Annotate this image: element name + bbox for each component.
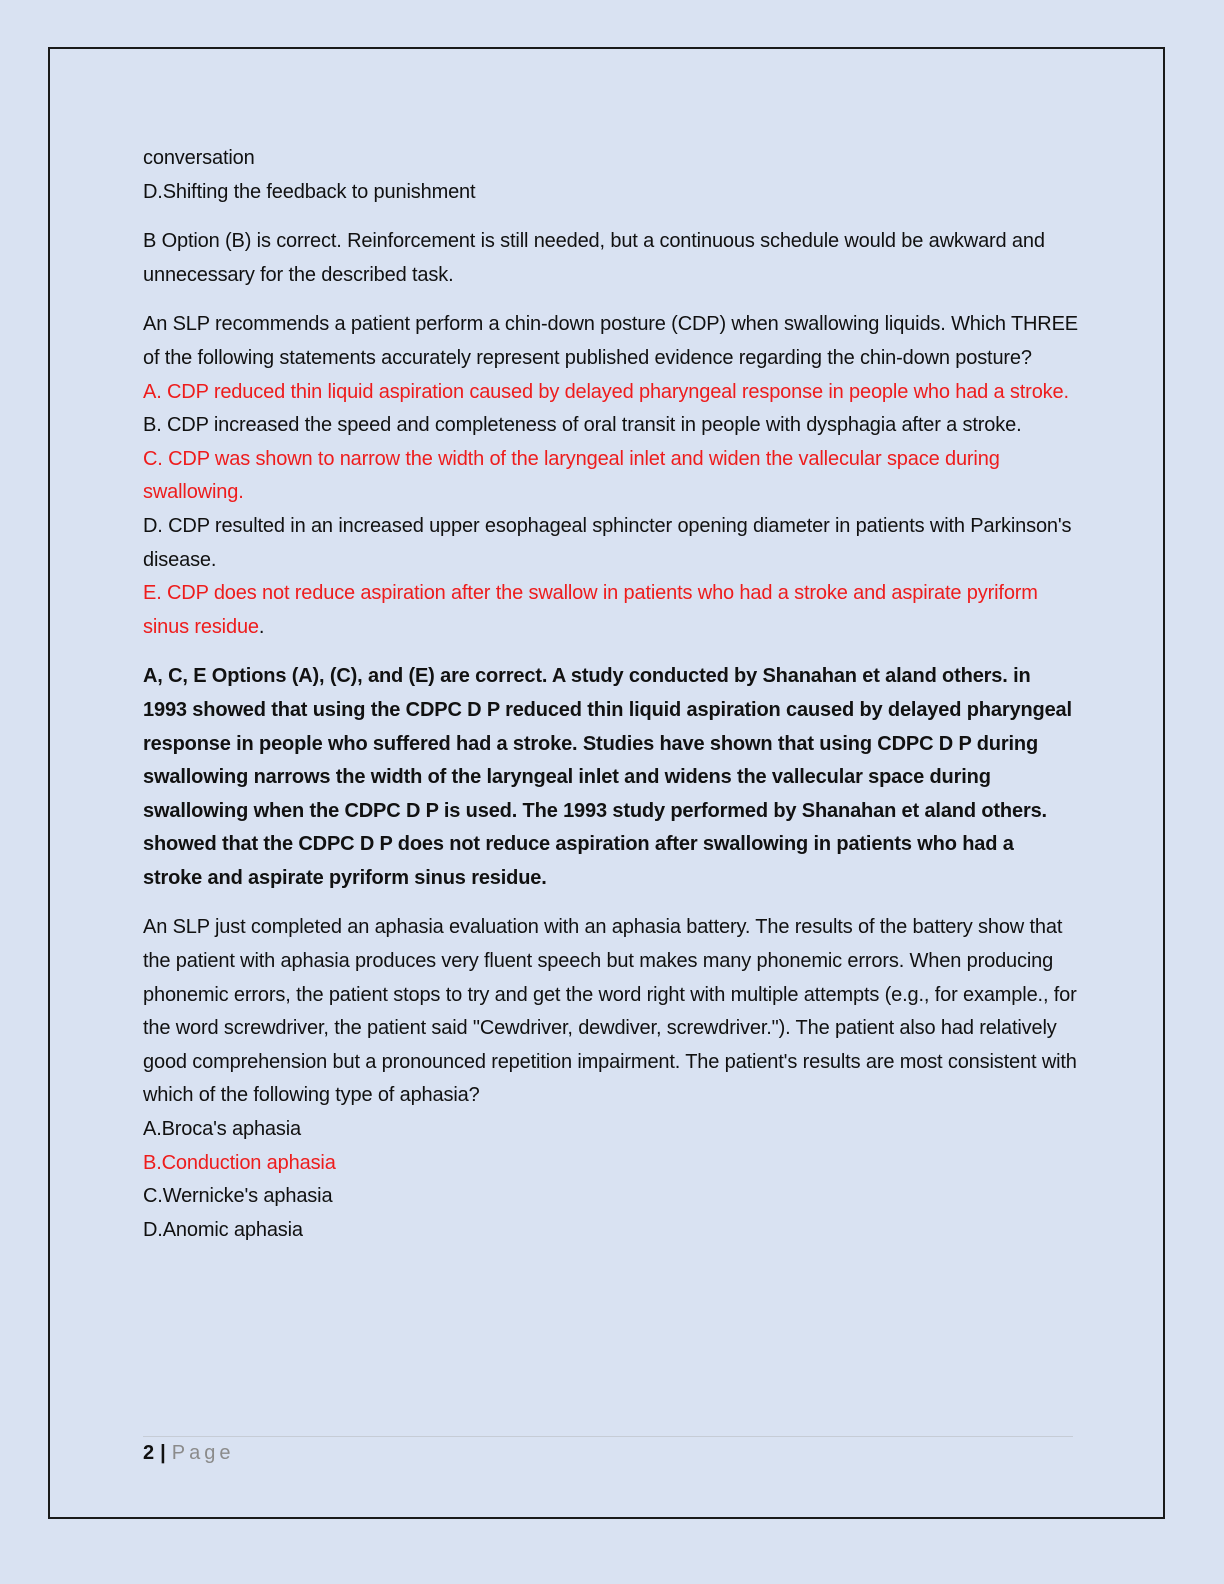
option-d-feedback: D.Shifting the feedback to punishment (143, 180, 476, 203)
q3-option-d: D.Anomic aphasia (143, 1218, 303, 1241)
answer-2: A, C, E Options (A), (C), and (E) are correct. A study conducted by Shanahan et aland others. in 1993 showed that using the CDPC D P reduced thin liquid aspiration caused by delayed pharyngeal response in people who suffered had a stroke. Studies have shown that using CDPC D P during swallowing narrows the width of the laryngeal inlet and widens the vallecular space during swallowing when the CDPC D P is used. The 1993 study performed by Shanahan et aland others. showed that the CDPC D P does not reduce aspiration after swallowing in patients who had a stroke and aspirate pyriform sinus residue. (143, 665, 1072, 889)
paragraph-gap (143, 209, 1078, 225)
q2-option-c-correct: C. CDP was shown to narrow the width of the laryngeal inlet and widen the vallecular space during swallowing. (143, 447, 1000, 504)
paragraph-gap (143, 292, 1078, 308)
q2-option-d: D. CDP resulted in an increased upper esophageal sphincter opening diameter in patients with Parkinson's disease. (143, 514, 1072, 571)
page-footer (143, 1439, 234, 1467)
question-3: An SLP just completed an aphasia evaluation with an aphasia battery. The results of the battery show that the patient with aphasia produces very fluent speech but makes many phonemic errors. When producing phonemic errors, the patient stops to try and get the word right with multiple attempts (e.g., for example., for the word screwdriver, the patient said "Cewdriver, dewdiver, screwdriver."). The patient also had relatively good comprehension but a pronounced repetition impairment. The patient's results are most consistent with which of the following type of aphasia? (143, 916, 1077, 1107)
document-body (143, 142, 1078, 1247)
footer-separator: | (160, 1442, 166, 1464)
q2-option-e-wrapper (143, 577, 1078, 644)
page-label: Page (171, 1442, 235, 1464)
q2-option-e-period: . (258, 615, 265, 638)
q2-option-a-correct: A. CDP reduced thin liquid aspiration caused by delayed pharyngeal response in people who had a stroke. (143, 380, 1069, 403)
q2-option-b: B. CDP increased the speed and completeness of oral transit in people with dysphagia after a stroke. (143, 414, 1022, 437)
paragraph-gap (143, 644, 1078, 660)
q3-option-b-correct: B.Conduction aphasia (143, 1151, 336, 1174)
footer-divider (143, 1436, 1073, 1437)
paragraph-gap (143, 895, 1078, 911)
q2-option-e-correct: E. CDP does not reduce aspiration after the swallow in patients who had a stroke and aspirate pyriform sinus residue (143, 582, 1038, 638)
page-number: 2 (143, 1442, 155, 1464)
question-2: An SLP recommends a patient perform a chin-down posture (CDP) when swallowing liquids. Which THREE of the following statements accurately represent published evidence regarding the chin-down posture? (143, 313, 1078, 369)
q3-option-c: C.Wernicke's aphasia (143, 1185, 333, 1208)
q3-option-a: A.Broca's aphasia (143, 1118, 302, 1141)
text-line: conversation (143, 147, 255, 169)
answer-1: B Option (B) is correct. Reinforcement is still needed, but a continuous schedule would be awkward and unnecessary for the described task. (143, 230, 1045, 286)
